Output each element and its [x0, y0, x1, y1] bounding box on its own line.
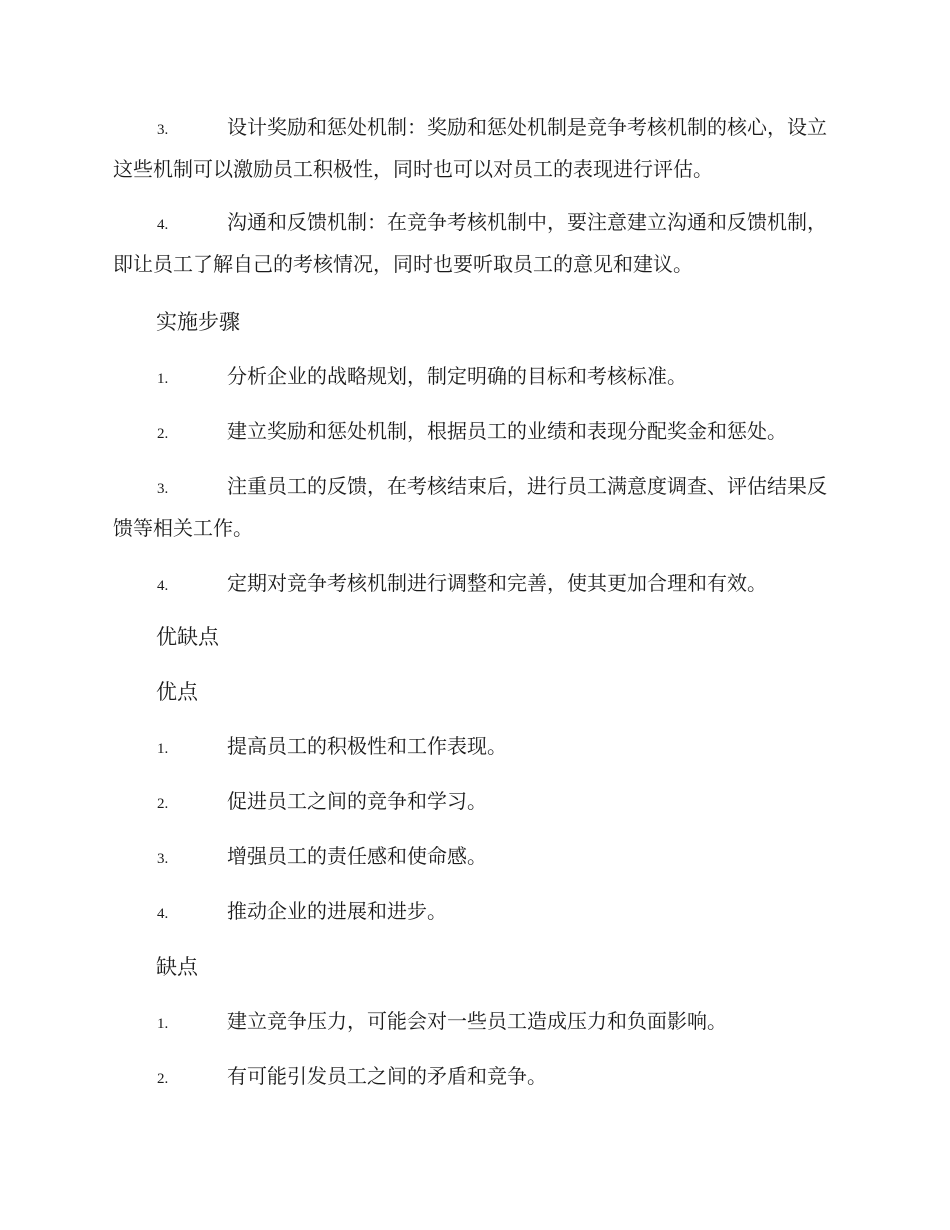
list-number: 3.: [157, 122, 169, 138]
subheading-pros: 优点: [156, 680, 198, 704]
list-number: 2.: [157, 796, 169, 812]
list-text: 增强员工的责任感和使命感。: [227, 844, 487, 868]
section-heading-implementation: 实施步骤: [156, 310, 240, 334]
list-item: [113, 357, 835, 399]
list-item: [113, 412, 835, 454]
list-number: 4.: [157, 906, 169, 922]
list-item: [113, 727, 835, 769]
list-number: 1.: [157, 1016, 169, 1032]
list-number: 3.: [157, 481, 169, 497]
list-item: [113, 837, 835, 879]
list-text: 沟通和反馈机制：在竞争考核机制中，要注意建立沟通和反馈机制，即让员工了解自己的考核情况，同时也要听取员工的意见和建议。: [113, 210, 827, 276]
list-text: 定期对竞争考核机制进行调整和完善，使其更加合理和有效。: [227, 571, 767, 595]
list-number: 1.: [157, 371, 169, 387]
list-text: 建立竞争压力，可能会对一些员工造成压力和负面影响。: [227, 1009, 727, 1033]
list-text: 设计奖励和惩处机制：奖励和惩处机制是竞争考核机制的核心，设立这些机制可以激励员工积极性，同时也可以对员工的表现进行评估。: [113, 115, 827, 181]
list-text: 注重员工的反馈，在考核结束后，进行员工满意度调查、评估结果反馈等相关工作。: [113, 474, 827, 540]
list-number: 4.: [157, 217, 169, 233]
list-number: 1.: [157, 741, 169, 757]
list-item: [113, 108, 835, 189]
list-item: [113, 892, 835, 934]
list-item: [113, 467, 835, 548]
list-text: 分析企业的战略规划，制定明确的目标和考核标准。: [227, 364, 687, 388]
list-item: [113, 782, 835, 824]
list-item: [113, 203, 835, 284]
list-number: 4.: [157, 578, 169, 594]
subheading-cons: 缺点: [156, 955, 198, 979]
list-item: [113, 564, 835, 606]
list-number: 2.: [157, 426, 169, 442]
list-text: 提高员工的积极性和工作表现。: [227, 734, 507, 758]
list-text: 建立奖励和惩处机制，根据员工的业绩和表现分配奖金和惩处。: [227, 419, 787, 443]
list-text: 有可能引发员工之间的矛盾和竞争。: [227, 1064, 547, 1088]
list-item: [113, 1057, 835, 1099]
list-text: 促进员工之间的竞争和学习。: [227, 789, 487, 813]
section-heading-pros-cons: 优缺点: [156, 625, 219, 649]
list-number: 3.: [157, 851, 169, 867]
list-number: 2.: [157, 1071, 169, 1087]
list-text: 推动企业的进展和进步。: [227, 899, 447, 923]
list-item: [113, 1002, 835, 1044]
